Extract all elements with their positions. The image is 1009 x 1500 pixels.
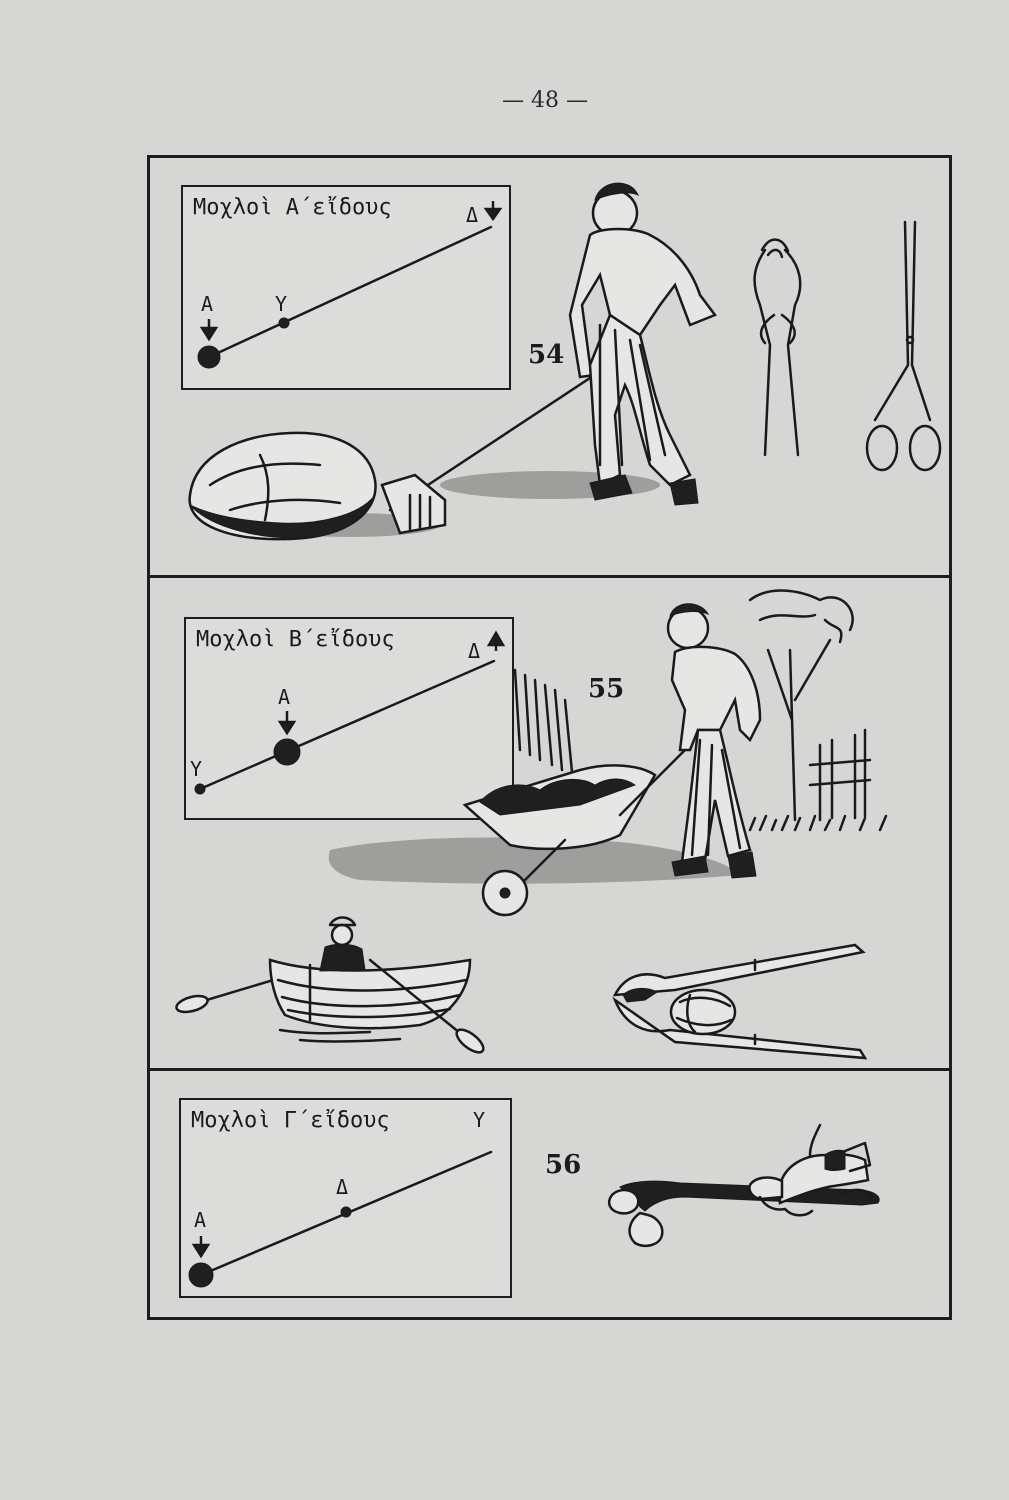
- lever-diagram-class-c: [179, 1098, 512, 1298]
- figure-number-56: 56: [545, 1150, 582, 1180]
- lever-label-middle: Α: [278, 685, 291, 709]
- rowboat-illustration: [170, 905, 500, 1055]
- lever-diagram-title: Μοχλοὶ Β΄εἴδους: [196, 627, 395, 652]
- lever-diagram-title: Μοχλοὶ Γ΄εἴδους: [191, 1108, 390, 1133]
- lever-label-left: Α: [194, 1208, 207, 1232]
- lever-label-right: Δ: [466, 203, 479, 227]
- lever-diagram-c-drawing: [181, 1100, 514, 1300]
- lever-label-left: Α: [201, 292, 214, 316]
- figure-number-54: 54: [528, 340, 565, 370]
- lever-label-middle: Υ: [275, 292, 288, 316]
- man-lifting-rock-illustration: [170, 165, 730, 555]
- nutcracker-illustration: [605, 940, 875, 1070]
- lever-diagram-title: Μοχλοὶ Α΄εἴδους: [193, 195, 392, 220]
- panel-divider-1: [147, 575, 952, 578]
- lever-label-right: Δ: [468, 639, 481, 663]
- page-number: — 48 —: [502, 88, 588, 113]
- lever-label-middle: Δ: [336, 1175, 349, 1199]
- lever-label-right: Υ: [473, 1108, 486, 1132]
- figure-number-55: 55: [588, 674, 625, 704]
- sugar-tongs-hand-illustration: [600, 1125, 890, 1265]
- wheelbarrow-illustration: [320, 580, 920, 930]
- lever-label-left: Υ: [190, 757, 203, 781]
